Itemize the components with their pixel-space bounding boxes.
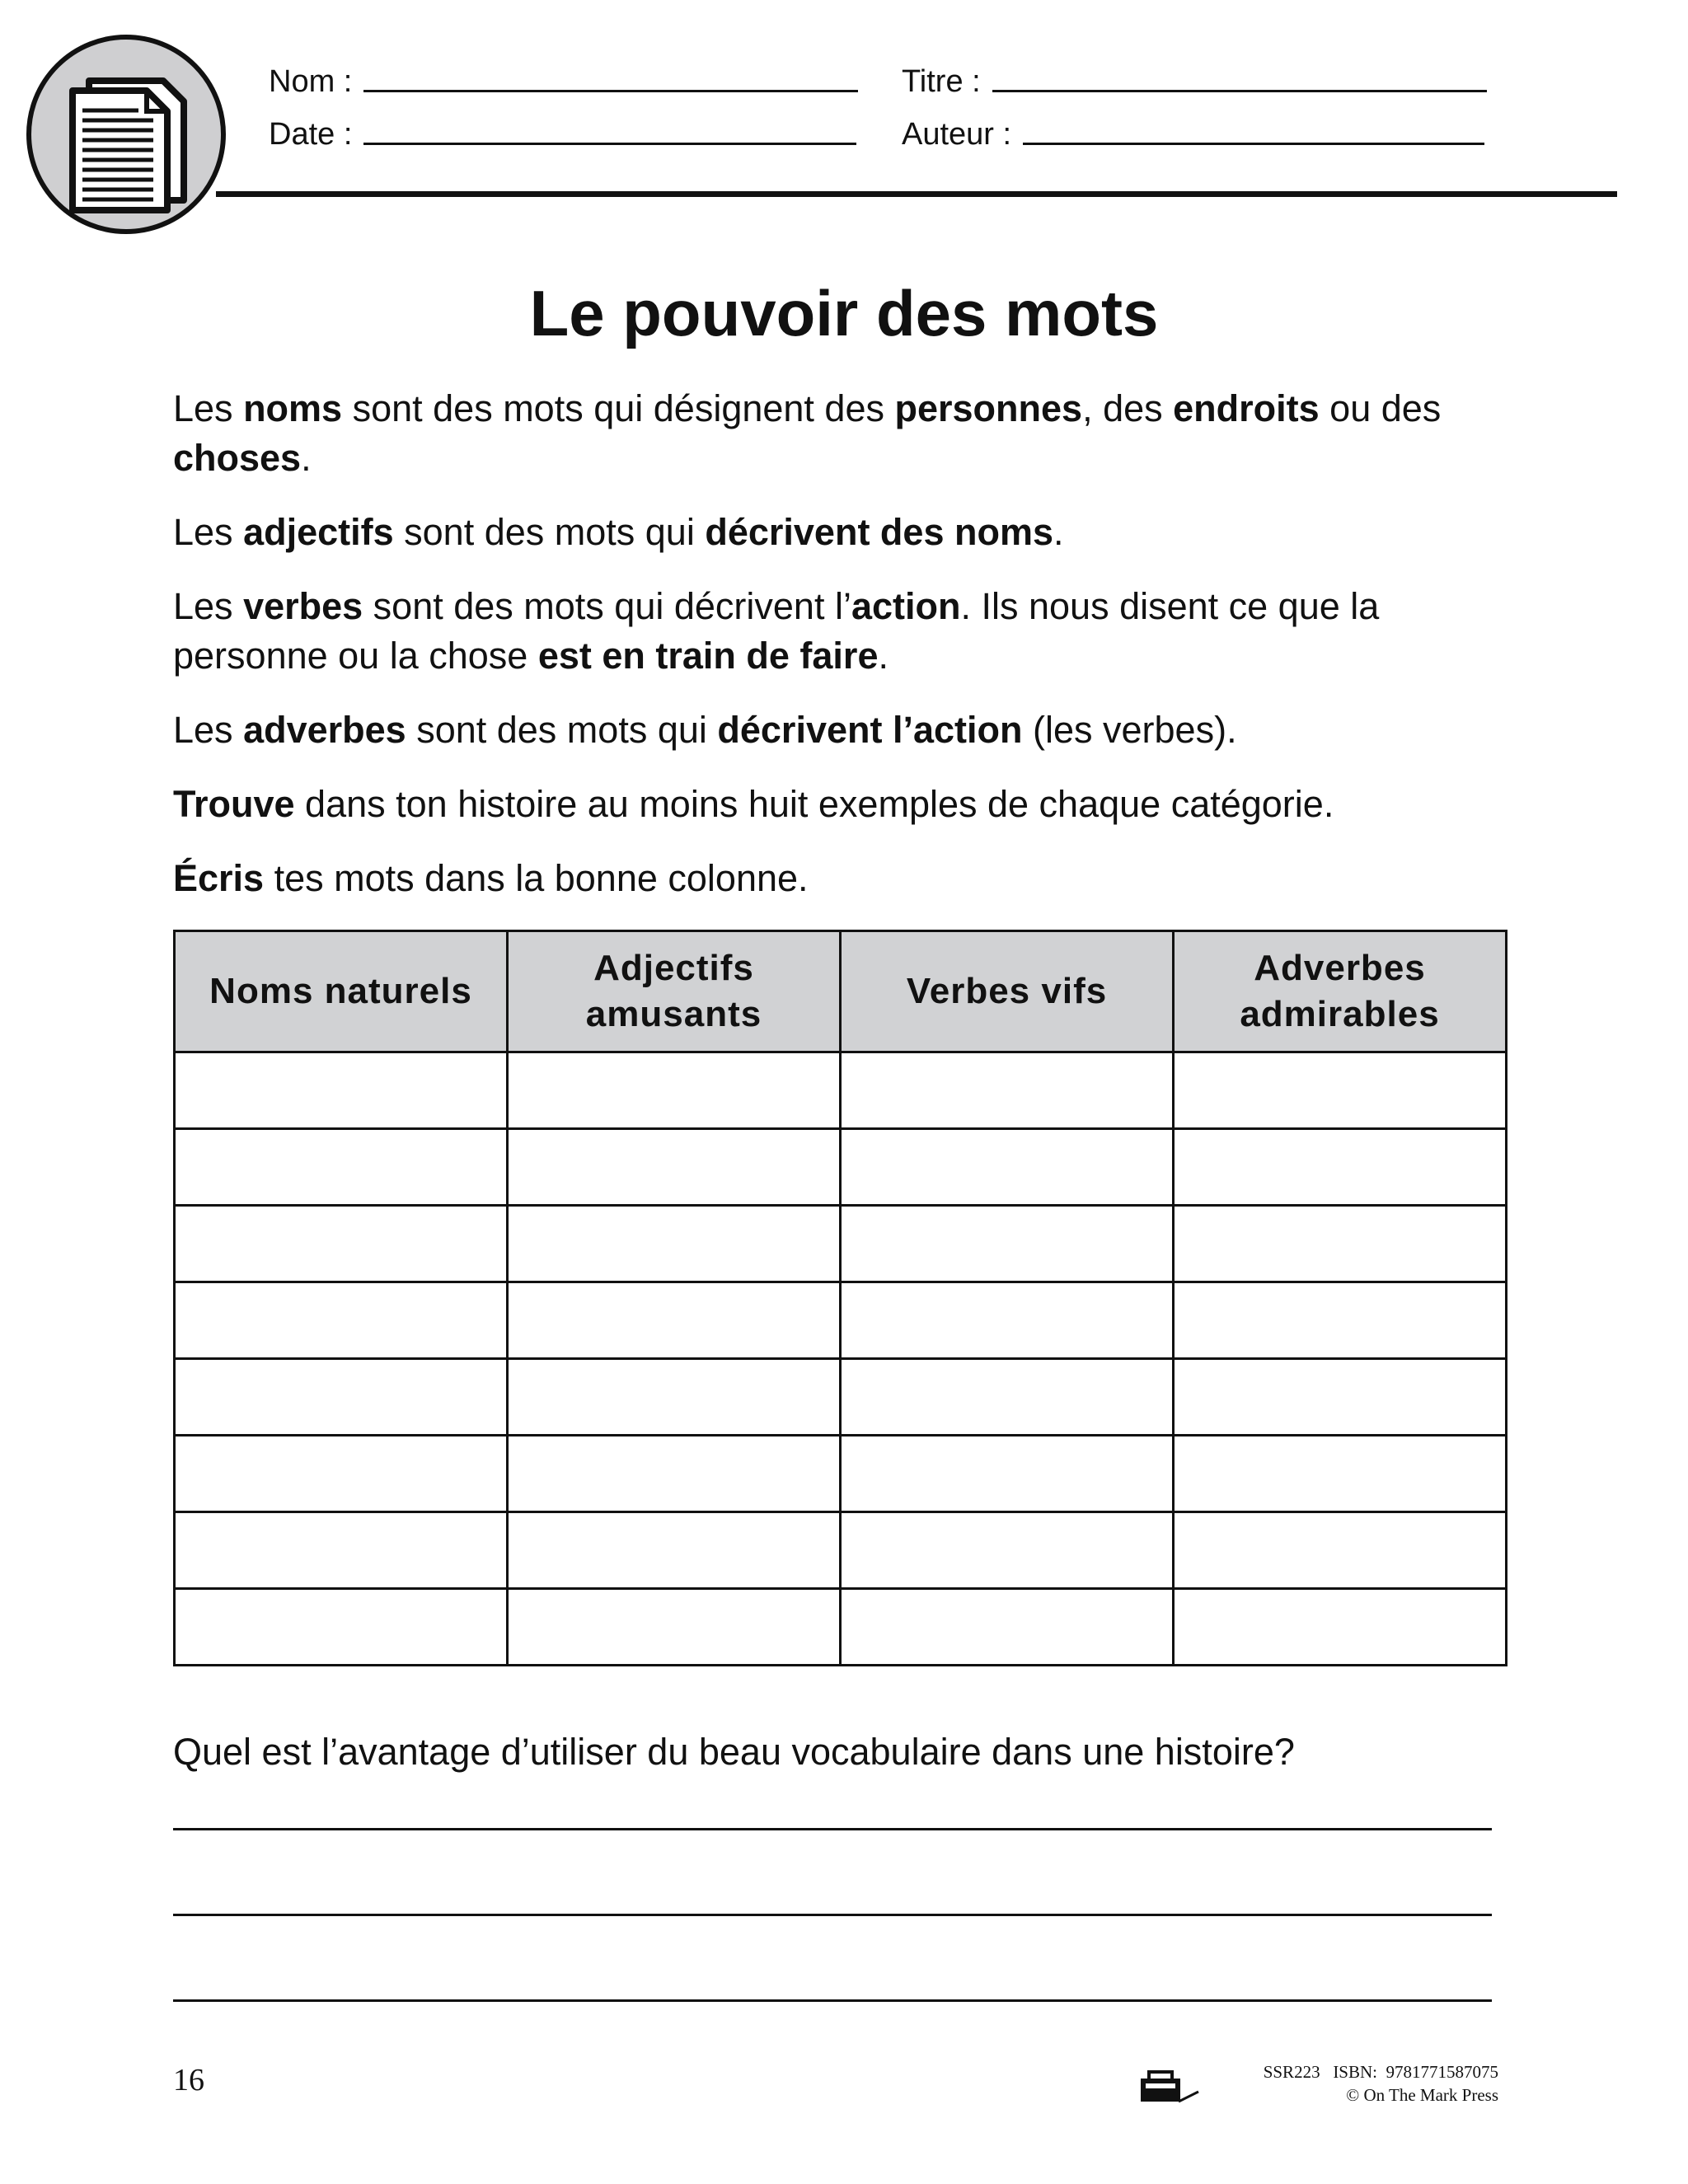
table-cell[interactable] — [508, 1359, 841, 1436]
table-cell[interactable] — [841, 1206, 1174, 1282]
header-divider — [216, 191, 1617, 197]
date-input-line[interactable] — [363, 143, 856, 145]
ecris-instruction: Écris tes mots dans la bonne colonne. — [173, 857, 809, 899]
desk-logo-icon — [1137, 2067, 1203, 2108]
page-number: 16 — [173, 2063, 204, 2097]
table-cell[interactable] — [841, 1436, 1174, 1512]
table-cell[interactable] — [175, 1052, 508, 1129]
table-cell[interactable] — [1174, 1512, 1507, 1589]
auteur-input-line[interactable] — [1023, 143, 1484, 145]
table-cell[interactable] — [841, 1052, 1174, 1129]
table-cell[interactable] — [175, 1436, 508, 1512]
table-body — [175, 1052, 1507, 1666]
table-cell[interactable] — [508, 1282, 841, 1359]
adjectifs-definition: Les adjectifs sont des mots qui décrivent des noms. — [173, 511, 1064, 553]
document-badge — [26, 35, 226, 234]
table-row — [175, 1512, 1507, 1589]
table-cell[interactable] — [1174, 1206, 1507, 1282]
verbes-definition: Les verbes sont des mots qui décrivent l’action. Ils nous disent ce que la personne ou la chose est en train de faire. — [173, 585, 1380, 677]
date-label: Date : — [269, 117, 353, 152]
table-cell[interactable] — [1174, 1282, 1507, 1359]
table-cell[interactable] — [1174, 1359, 1507, 1436]
isbn-line: SSR223 ISBN: 9781771587075 — [1263, 2062, 1498, 2082]
column-header-noms: Noms naturels — [175, 931, 508, 1052]
auteur-label: Auteur : — [902, 117, 1012, 152]
titre-label: Titre : — [902, 64, 981, 99]
table-cell[interactable] — [841, 1129, 1174, 1206]
table-cell[interactable] — [508, 1129, 841, 1206]
question-text: Quel est l’avantage d’utiliser du beau vocabulaire dans une histoire? — [173, 1731, 1295, 1773]
table-cell[interactable] — [175, 1206, 508, 1282]
table-row — [175, 1052, 1507, 1129]
trouve-instruction: Trouve dans ton histoire au moins huit exemples de chaque catégorie. — [173, 783, 1334, 825]
table-cell[interactable] — [508, 1589, 841, 1666]
nom-label: Nom : — [269, 64, 353, 99]
table-row — [175, 1436, 1507, 1512]
column-header-adjectifs: Adjectifs amusants — [508, 931, 841, 1052]
table-cell[interactable] — [508, 1436, 841, 1512]
table-cell[interactable] — [1174, 1129, 1507, 1206]
table-cell[interactable] — [841, 1359, 1174, 1436]
copyright-line: © On The Mark Press — [1346, 2085, 1498, 2105]
answer-line[interactable] — [173, 1914, 1492, 1916]
table-row — [175, 1359, 1507, 1436]
table-cell[interactable] — [175, 1512, 508, 1589]
table-cell[interactable] — [508, 1052, 841, 1129]
table-cell[interactable] — [1174, 1436, 1507, 1512]
column-header-verbes: Verbes vifs — [841, 931, 1174, 1052]
document-icon — [31, 40, 221, 229]
table-cell[interactable] — [841, 1282, 1174, 1359]
answer-line[interactable] — [173, 1999, 1492, 2002]
table-cell[interactable] — [1174, 1052, 1507, 1129]
table-cell[interactable] — [175, 1359, 508, 1436]
date-field[interactable] — [269, 119, 856, 150]
adverbes-definition: Les adverbes sont des mots qui décrivent l’action (les verbes). — [173, 709, 1237, 751]
table-cell[interactable] — [508, 1512, 841, 1589]
nom-input-line[interactable] — [363, 90, 858, 92]
table-row — [175, 1206, 1507, 1282]
table-header-row — [175, 931, 1507, 1052]
page-title: Le pouvoir des mots — [529, 277, 1159, 349]
word-category-table — [173, 930, 1507, 1666]
table-cell[interactable] — [1174, 1589, 1507, 1666]
table-row — [175, 1129, 1507, 1206]
table-cell[interactable] — [175, 1282, 508, 1359]
table-row — [175, 1282, 1507, 1359]
table-row — [175, 1589, 1507, 1666]
table-cell[interactable] — [175, 1129, 508, 1206]
table-cell[interactable] — [841, 1589, 1174, 1666]
instructions — [173, 384, 1525, 928]
table-cell[interactable] — [508, 1206, 841, 1282]
noms-definition: Les noms sont des mots qui désignent des personnes, des endroits ou des choses. — [173, 387, 1442, 479]
table-cell[interactable] — [175, 1589, 508, 1666]
auteur-field[interactable] — [902, 119, 1484, 150]
footer-info — [1264, 2060, 1498, 2107]
answer-line[interactable] — [173, 1828, 1492, 1830]
titre-field[interactable] — [902, 66, 1487, 97]
table-cell[interactable] — [841, 1512, 1174, 1589]
column-header-adverbes: Adverbes admirables — [1174, 931, 1507, 1052]
titre-input-line[interactable] — [992, 90, 1487, 92]
nom-field[interactable] — [269, 66, 858, 97]
